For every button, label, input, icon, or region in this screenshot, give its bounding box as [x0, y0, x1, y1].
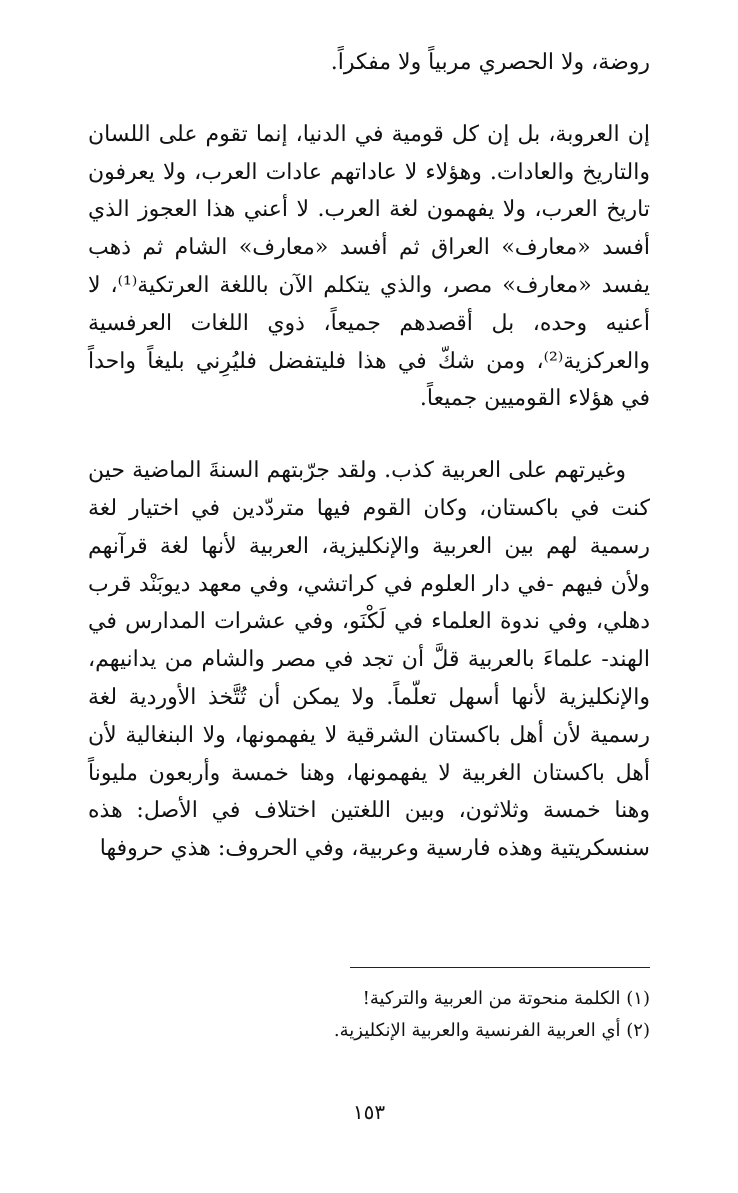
footnote-1: (١) الكلمة منحوتة من العربية والتركية!: [362, 988, 650, 1009]
footnote-divider: [350, 967, 650, 968]
page-number: ١٥٣: [352, 1100, 386, 1124]
paragraph-3: وغيرتهم على العربية كذب. ولقد جرّبتهم السنةَ الماضية حين كنت في باكستان، وكان القوم فيها متردّدين في اختيار لغة رسمية لهم بين العربية والإنكليزية، العربية لأنها لغة قرآنهم ولأن فيهم -في دار العلوم في كراتشي، وفي معهد ديوبَنْد قرب دهلي، وفي ندوة العلماء في لَكْنَو، وفي عشرات المدارس في الهند- علماءَ بالعربية قلَّ أن تجد في مصر والشام من يدانيهم، والإنكليزية لأنها أسهل تعلّماً. ولا يمكن أن تُتَّخذ الأوردية لغة رسمية لأن أهل باكستان الشرقية لا يفهمونها، ولا البنغالية لأن أهل باكستان الغربية لا يفهمونها، وهنا خمسة وأربعون مليوناً وهنا خمسة وثلاثون، وبين اللغتين اختلاف في الأصل: هذه سنسكريتية وهذه فارسية وعربية، وفي الحروف: هذي حروفها: [88, 458, 650, 862]
footnote-2: (٢) أي العربية الفرنسية والعربية الإنكليزية.: [333, 1020, 650, 1041]
paragraph-2: إن العروبة، بل إن كل قومية في الدنيا، إنما تقوم على اللسان والتاريخ والعادات. وهؤلاء لا عاداتهم عادات العرب، ولا يعرفون تاريخ العرب، ولا يفهمون لغة العرب. لا أعني هذا العجوز الذي أفسد «معارف» العراق ثم أفسد «معارف» الشام ثم ذهب يفسد «معارف» مصر، والذي يتكلم الآن باللغة العرتكية⁽¹⁾، لا أعنيه وحده، بل أقصدهم جميعاً، ذوي اللغات العرفسية والعركزية⁽²⁾، ومن شكّ في هذا فليتفضل فليُرِني بليغاً واحداً في هؤلاء القوميين جميعاً.: [88, 121, 651, 412]
footnotes: [88, 983, 650, 1047]
paragraph-1: روضة، ولا الحصري مربياً ولا مفكراً.: [330, 50, 650, 75]
page-body: [88, 44, 650, 868]
